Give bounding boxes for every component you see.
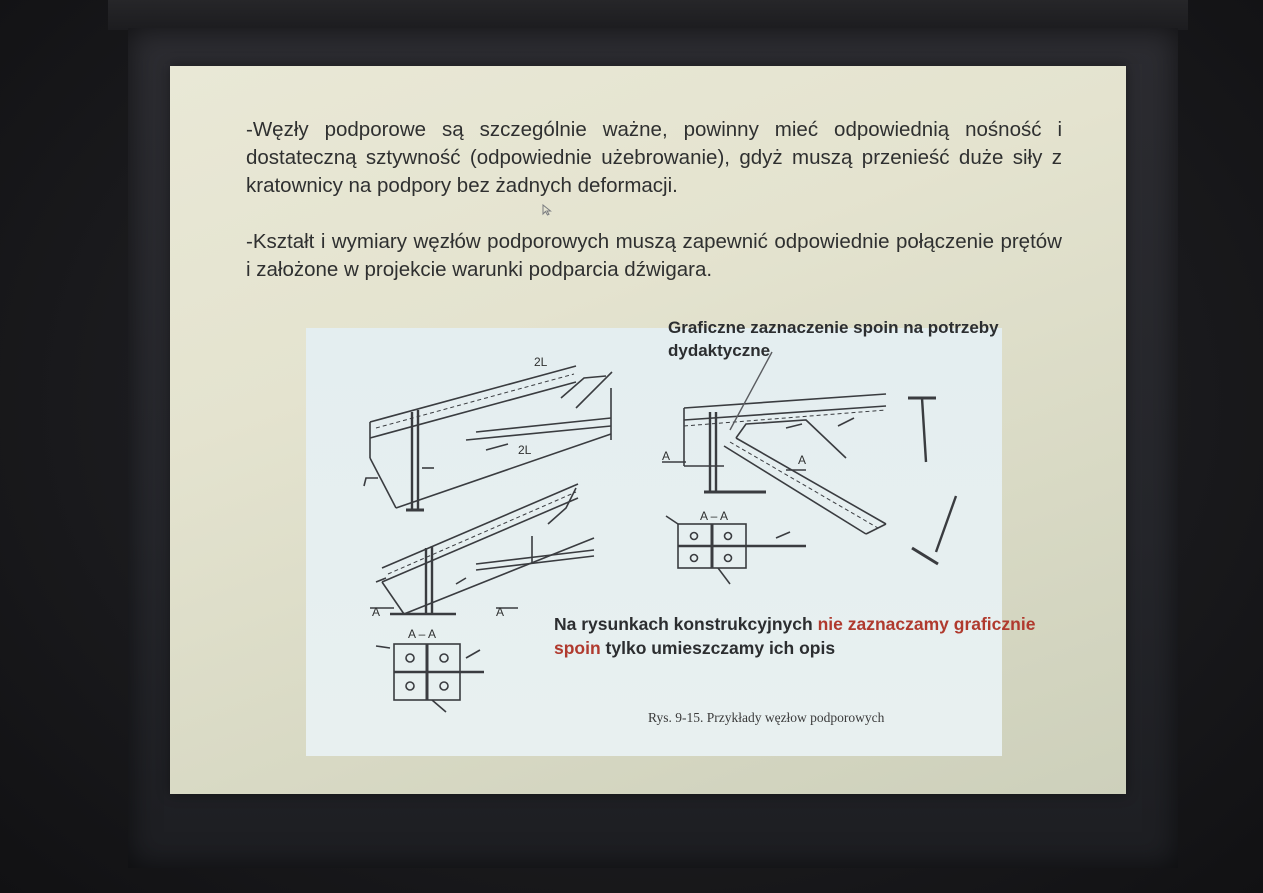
label-a-right-2: A xyxy=(798,453,807,467)
slide-paragraph-1: -Węzły podporowe są szczególnie ważne, powinny mieć odpowiednią nośność i dostateczną sztywność (odpowiednie użebrowanie), gdyż muszą przenieść duże siły z kratownicy na podpory bez żadnych deformacji. xyxy=(246,118,1062,197)
figure-caption: Rys. 9-15. Przykłady węzłow podporowych xyxy=(648,710,885,725)
slide-paragraph-2: -Kształt i wymiary węzłów podporowych muszą zapewnić odpowiednie połączenie prętów i założone w projekcie warunki podparcia dźwigara. xyxy=(246,230,1062,281)
section-aa-right xyxy=(666,516,806,584)
callout-construction-drawings xyxy=(554,612,1074,660)
support-node-drawings xyxy=(306,328,1002,756)
drawing-node-2 xyxy=(370,484,594,614)
callout-text-2: tylko umieszczamy ich opis xyxy=(600,638,836,658)
room-ceiling xyxy=(108,0,1188,30)
label-a-left-2: A xyxy=(496,605,505,619)
label-2l-mid: 2L xyxy=(518,443,532,457)
t-section-details xyxy=(908,398,956,564)
callout-text-1: Na rysunkach konstrukcyjnych xyxy=(554,614,818,634)
section-aa-left xyxy=(376,644,484,712)
callout-text-highlight: nie zaznaczamy graficznie spoin xyxy=(554,614,1036,658)
label-aa-left: A – A xyxy=(408,627,437,641)
drawing-node-1 xyxy=(364,366,612,510)
label-2l-top: 2L xyxy=(534,355,548,369)
label-aa-right: A – A xyxy=(700,509,729,523)
truss-support-figure xyxy=(306,328,1002,756)
callout-didactic-welds: Graficzne zaznaczenie spoin na potrzeby dydaktyczne xyxy=(668,318,999,360)
drawing-node-3 xyxy=(662,394,886,534)
label-a-right-1: A xyxy=(662,449,671,463)
mouse-cursor-icon xyxy=(542,204,552,216)
label-a-left-1: A xyxy=(372,605,381,619)
presentation-slide xyxy=(170,66,1126,794)
